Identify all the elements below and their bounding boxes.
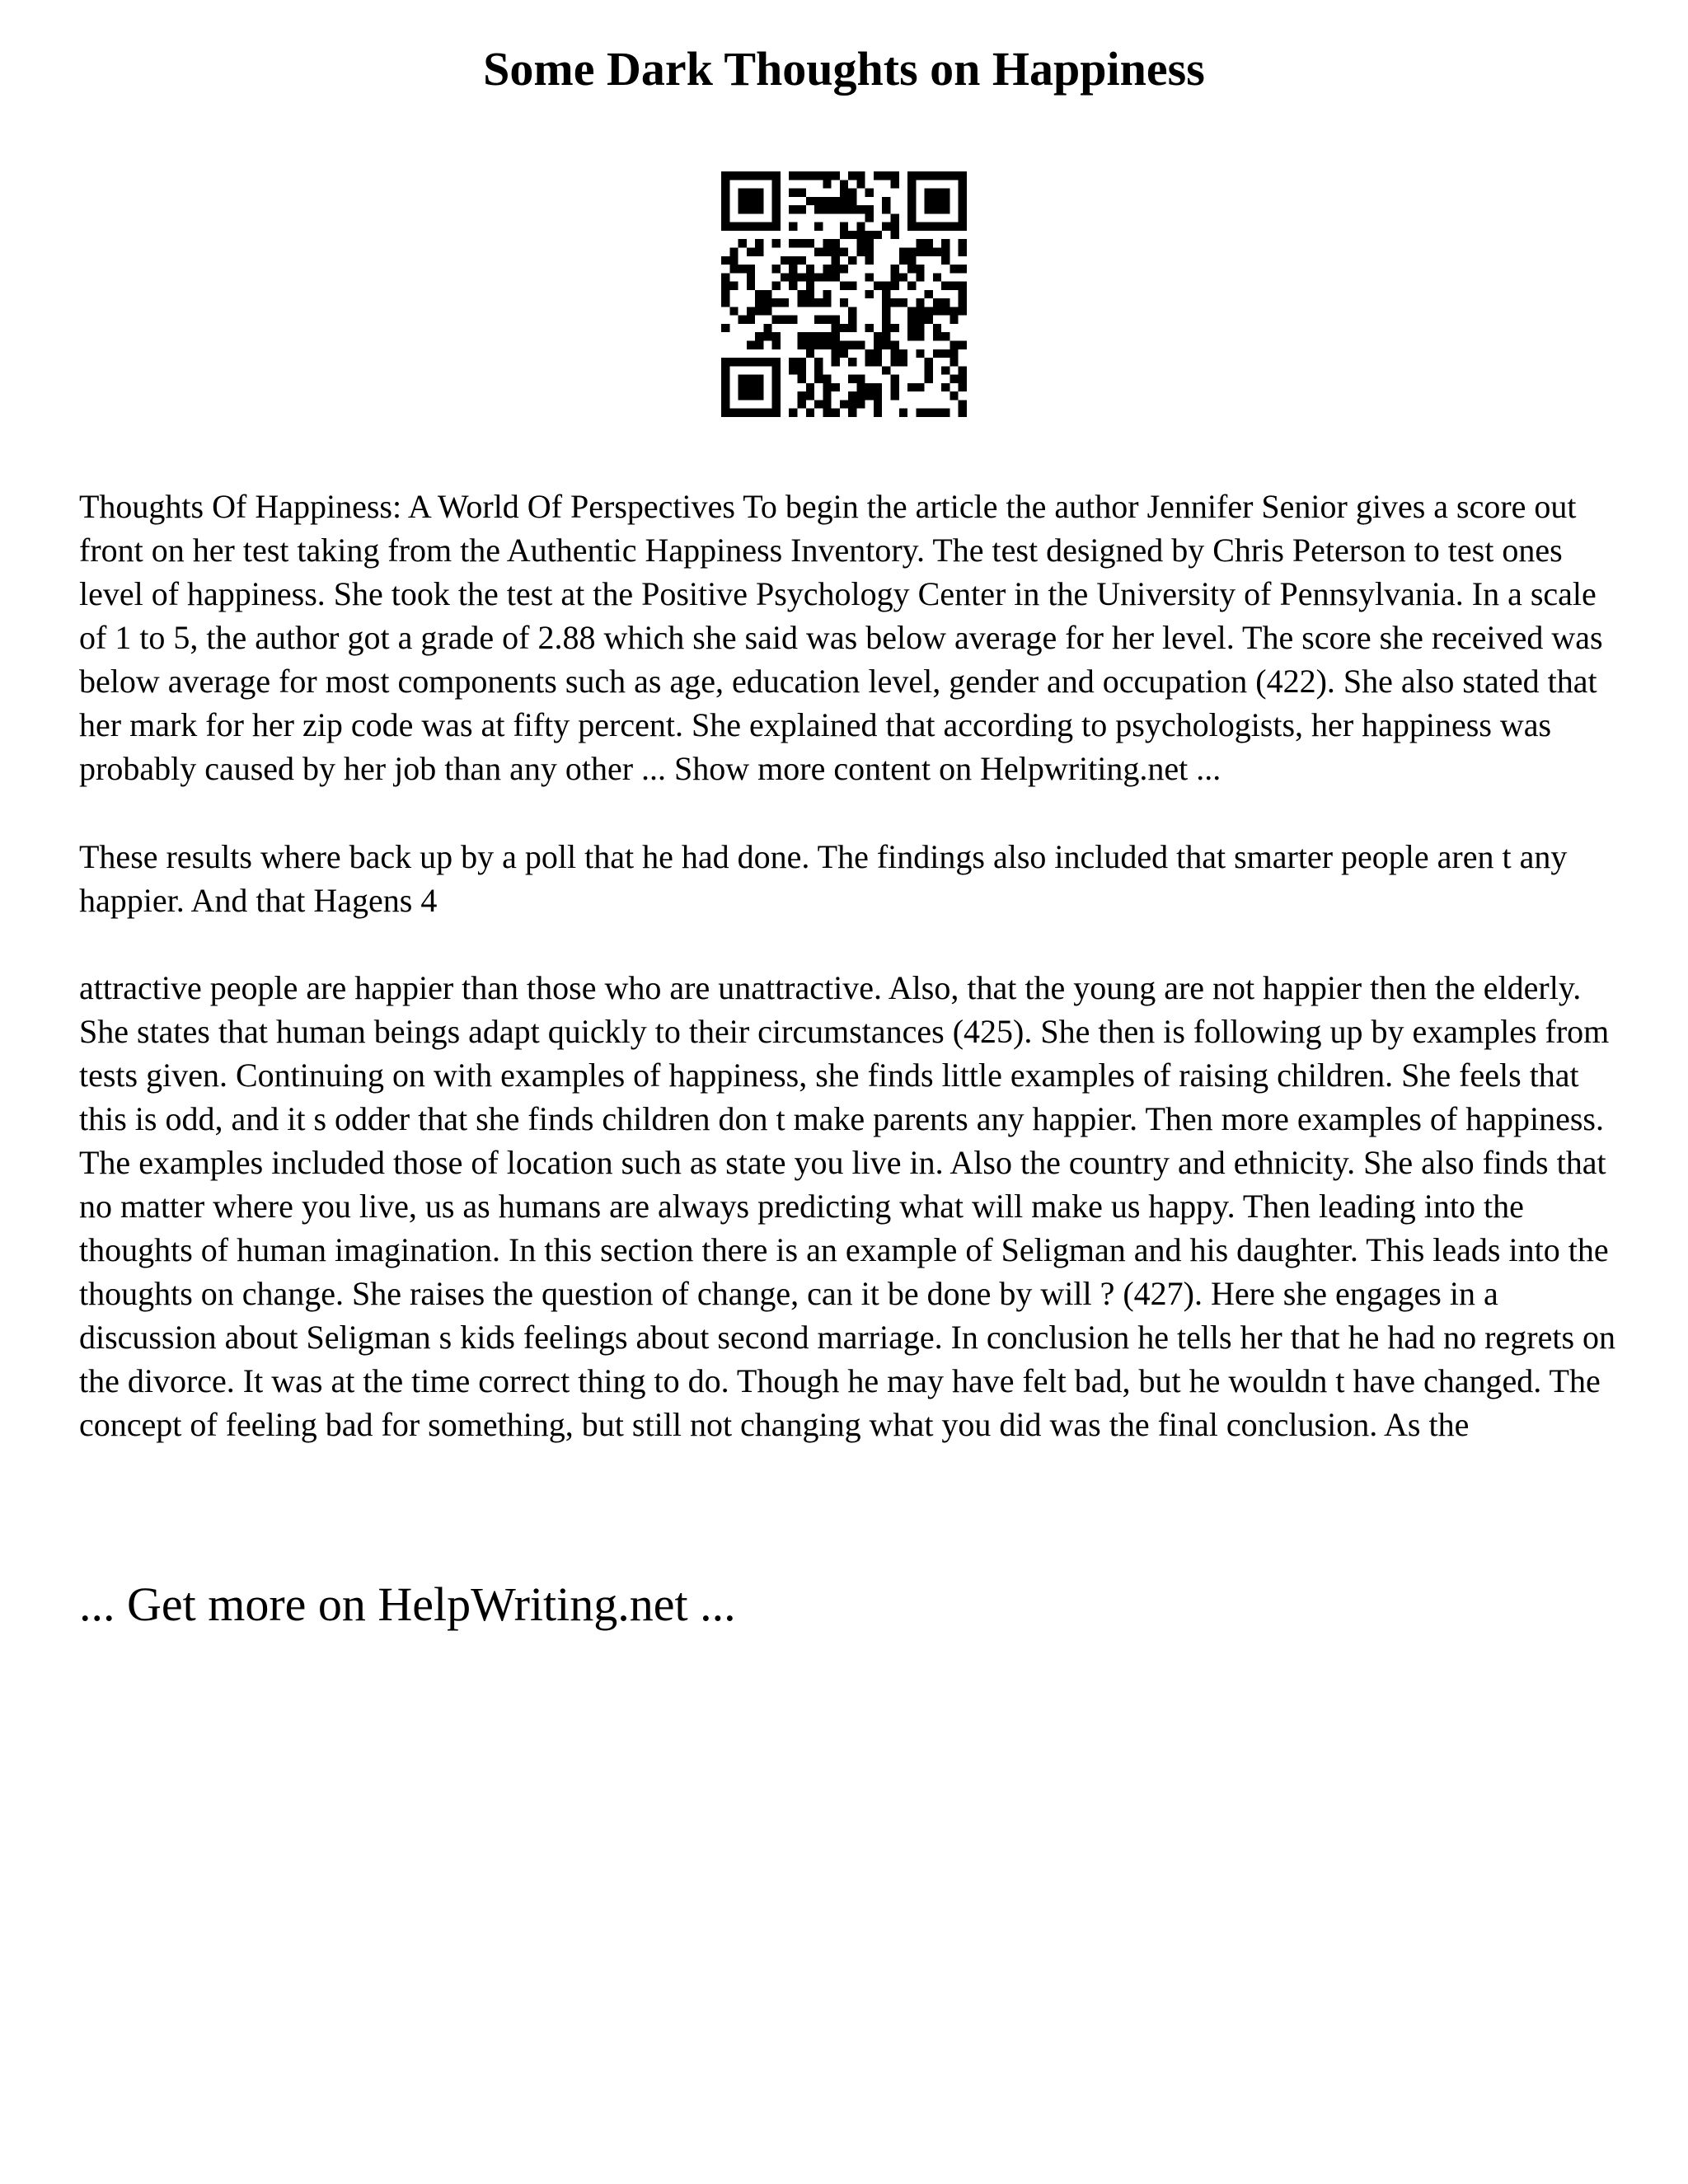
paragraph-intro: Thoughts Of Happiness: A World Of Perspectives To begin the article the author Jennifer Senior gives a score out front on her test taking from the Authentic Happiness Inventory. The test designed by Chris Peterson to test ones level of happiness. She took the test at the Positive Psychology Center in the University of Pennsylvania. In a scale of 1 to 5, the author got a grade of 2.88 which she said was below average for her level. The score she received was below average for most components such as age, education level, gender and occupation (422). She also stated that her mark for her zip code was at fifty percent. She explained that according to psychologists, her happiness was probably caused by her job than any other ... Show more content on Helpwriting.net ... <box>79 488 1603 787</box>
qr-code-icon <box>721 171 967 417</box>
paragraph-results: These results where back up by a poll that he had done. The findings also included that smarter people aren t any happier. And that Hagens 4 <box>79 838 1568 919</box>
get-more-link[interactable]: ... Get more on HelpWriting.net ... <box>79 1577 736 1631</box>
paragraph-continuation: attractive people are happier than those who are unattractive. Also, that the young are not happier then the elderly. She states that human beings adapt quickly to their circumstances (425). She then is following up by examples from tests given. Continuing on with examples of happiness, she finds little examples of raising children. She feels that this is odd, and it s odder that she finds children don t make parents any happier. Then more examples of happiness. The examples included those of location such as state you live in. Also the country and ethnicity. She also finds that no matter where you live, us as humans are always predicting what will make us happy. Then leading into the thoughts of human imagination. In this section there is an example of Seligman and his daughter. This leads into the thoughts on change. She raises the question of change, can it be done by will ? (427). Here she engages in a discussion about Seligman s kids feelings about second marriage. In conclusion he tells her that he had no regrets on the divorce. It was at the time correct thing to do. Though he may have felt bad, but he wouldn t have changed. The concept of feeling bad for something, but still not changing what you did was the final conclusion. As the <box>79 969 1616 1443</box>
page-title: Some Dark Thoughts on Happiness <box>483 42 1205 96</box>
